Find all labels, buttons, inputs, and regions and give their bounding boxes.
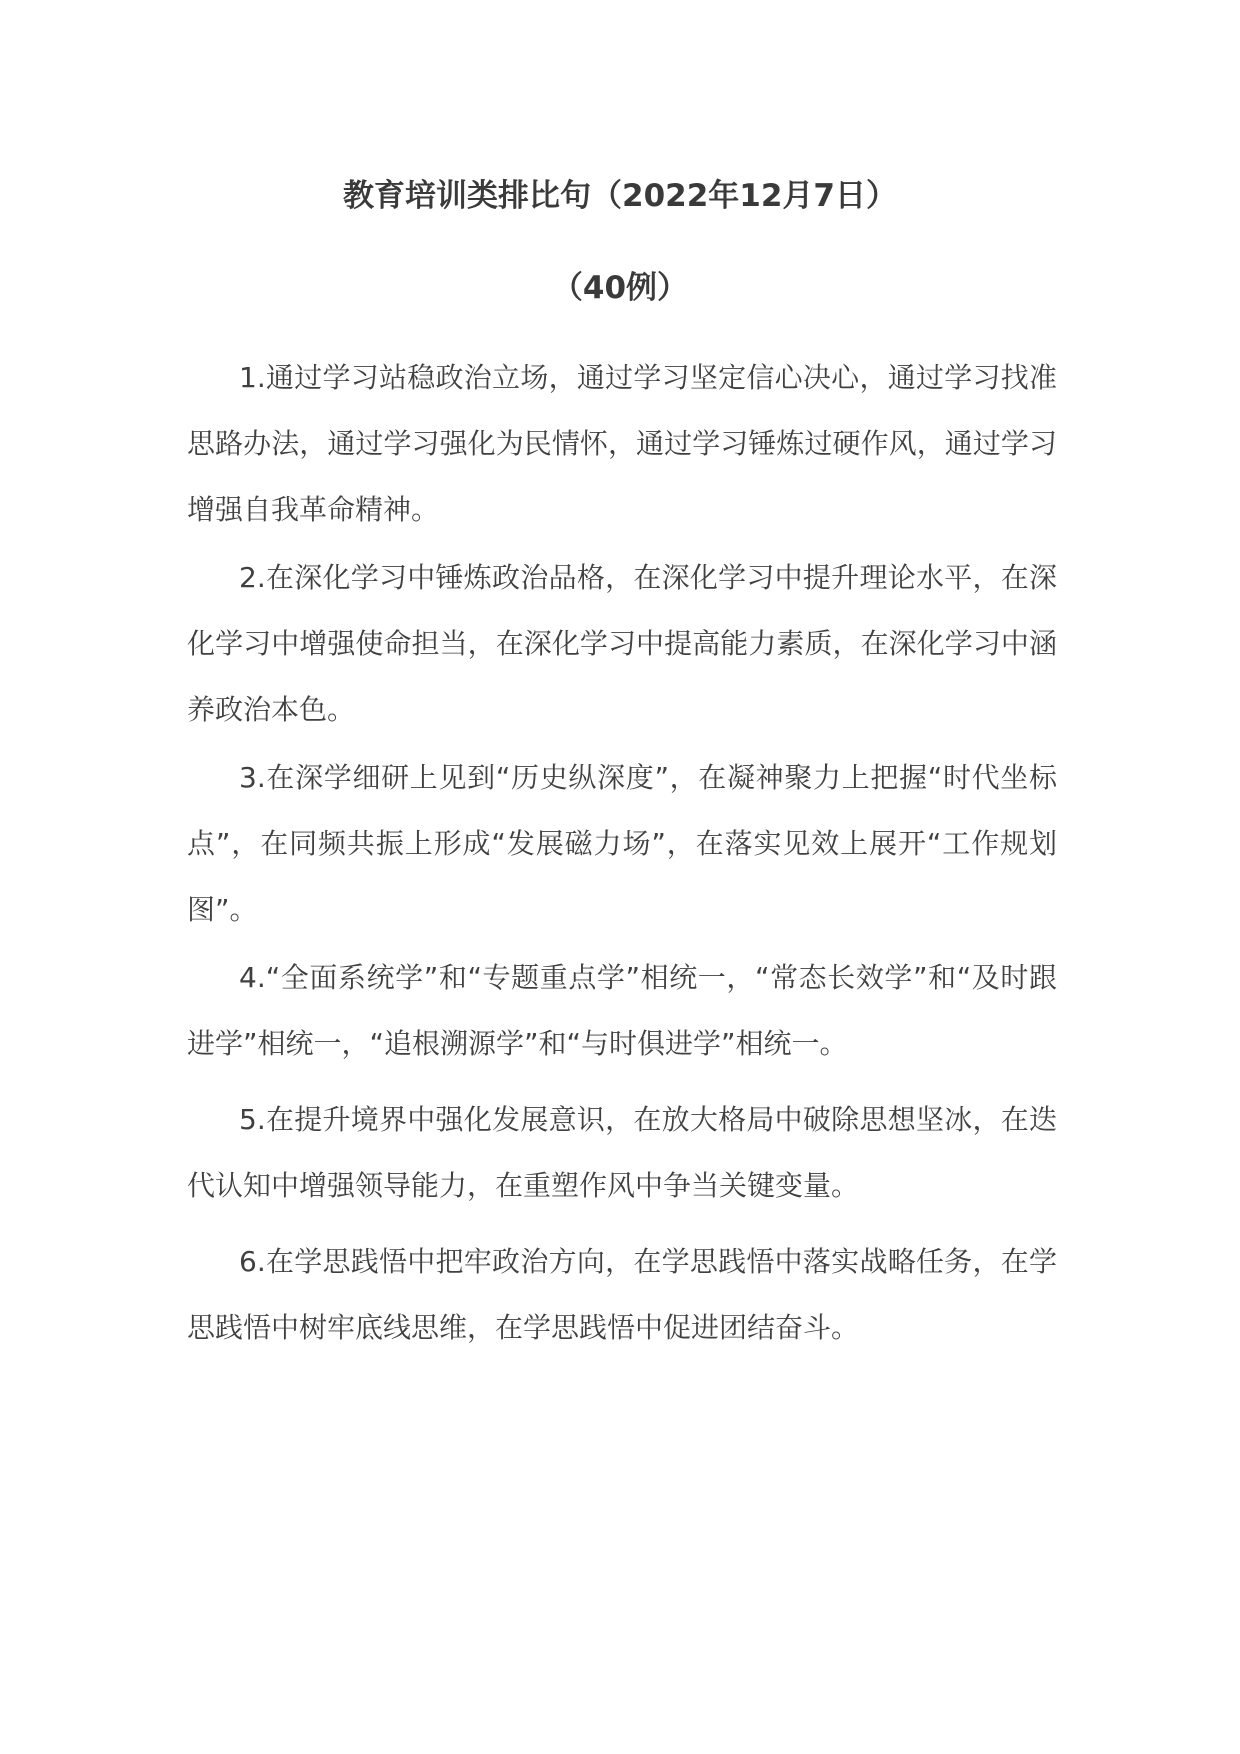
paragraph-4: 4.“全面系统学”和“专题重点学”相统一，“常态长效学”和“及时跟进学”相统一，“追根溯源学”和“与时俱进学”相统一。 (187, 961, 1057, 1060)
paragraph-6: 6.在学思践悟中把牢政治方向，在学思践悟中落实战略任务，在学思践悟中树牢底线思维，在学思践悟中促进团结奋斗。 (187, 1245, 1057, 1344)
paragraph-5: 5.在提升境界中强化发展意识，在放大格局中破除思想坚冰，在迭代认知中增强领导能力，在重塑作风中争当关键变量。 (187, 1103, 1057, 1202)
paragraph-1: 1.通过学习站稳政治立场，通过学习坚定信心决心，通过学习找准思路办法，通过学习强化为民情怀，通过学习锤炼过硬作风，通过学习增强自我革命精神。 (187, 361, 1057, 526)
document-subtitle: （40例） (551, 270, 689, 306)
paragraph-3: 3.在深学细研上见到“历史纵深度”，在凝神聚力上把握“时代坐标点”，在同频共振上形成“发展磁力场”，在落实见效上展开“工作规划图”。 (187, 761, 1057, 926)
document-title: 教育培训类排比句（2022年12月7日） (343, 178, 897, 214)
paragraph-2: 2.在深化学习中锤炼政治品格，在深化学习中提升理论水平，在深化学习中增强使命担当，在深化学习中提高能力素质，在深化学习中涵养政治本色。 (187, 561, 1057, 726)
